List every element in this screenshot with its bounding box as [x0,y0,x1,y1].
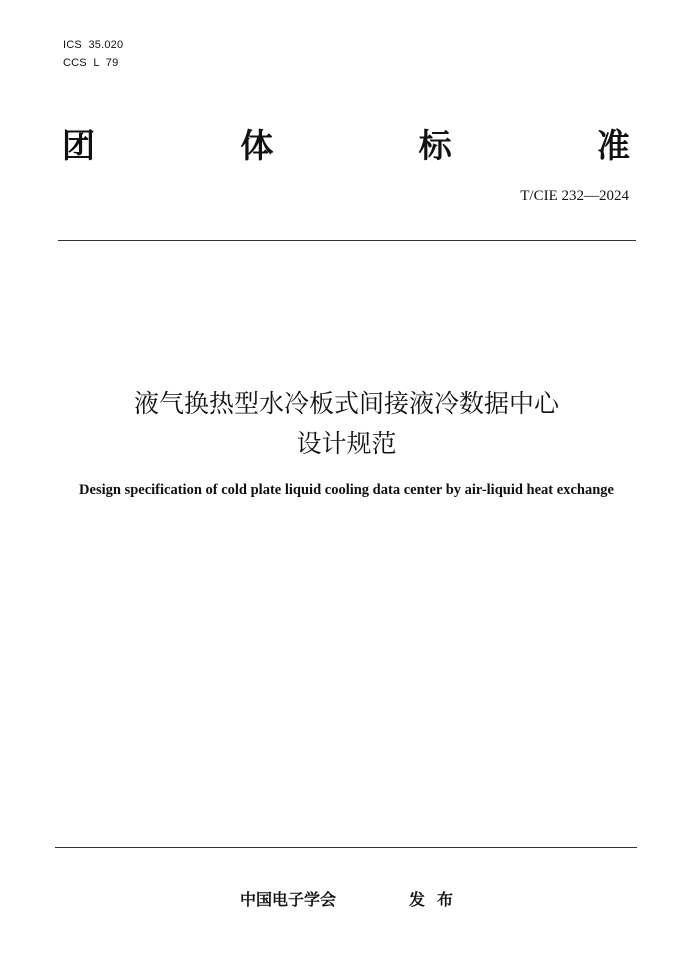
document-title-english: Design specification of cold plate liquid cooling data center by air-liquid heat exchange [79,482,614,498]
title-line-1: 液气换热型水冷板式间接液冷数据中心 [133,389,559,418]
standard-type-char: 体 [240,126,274,165]
title-line-2: 设计规范 [296,429,397,458]
standard-number: T/CIE 232—2024 [520,188,629,204]
publisher-line [240,888,453,912]
bottom-divider [55,847,637,848]
publish-label [409,888,453,912]
ccs-code: CCS L 79 [63,57,119,69]
standard-type-char: 准 [596,126,630,165]
publish-char: 布 [436,890,453,909]
standard-type-heading [62,124,630,168]
top-divider [58,240,636,241]
standard-type-char: 团 [62,126,95,165]
ics-code: ICS 35.020 [63,39,124,51]
classification-codes [63,36,123,72]
publish-char: 发 [408,890,425,909]
publisher-name: 中国电子学会 [240,890,337,909]
document-title-chinese [40,384,653,464]
standard-type-char: 标 [418,126,452,165]
